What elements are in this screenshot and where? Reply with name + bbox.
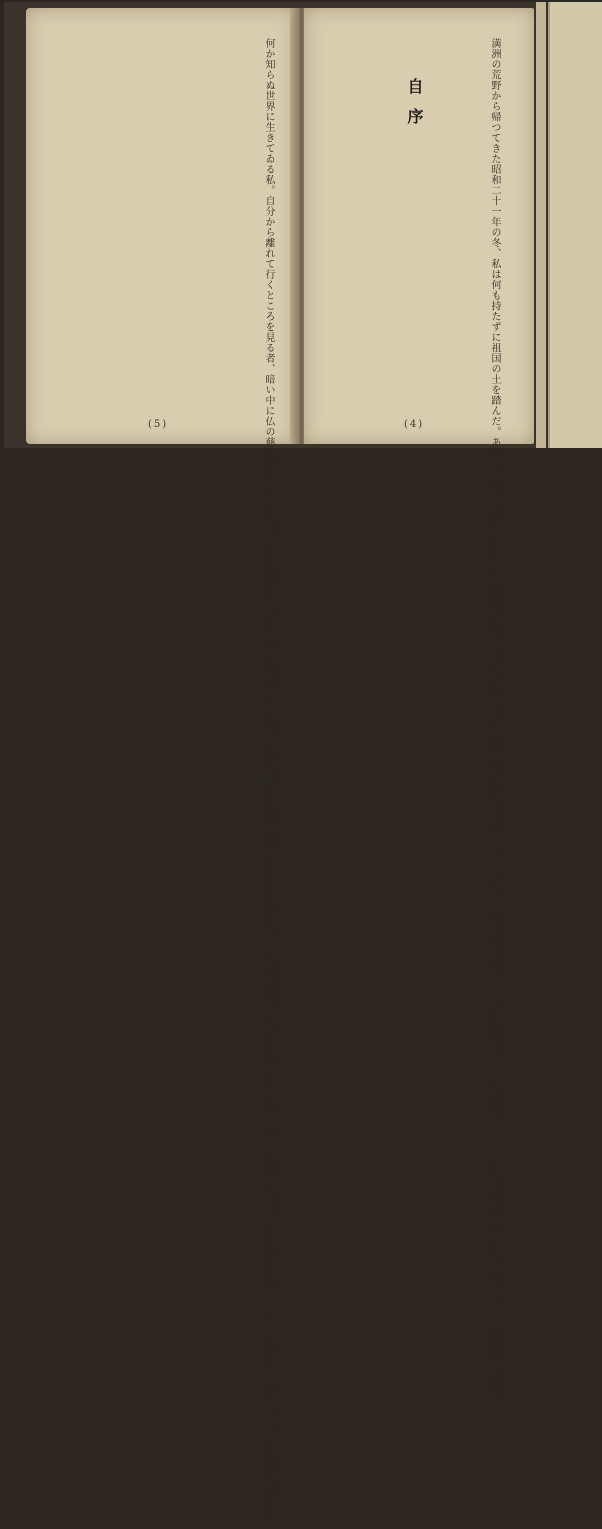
- book-cover-edge: [548, 2, 602, 448]
- open-book: [4, 2, 596, 1529]
- right-page-body-text: 満洲の荒野から帰つてきた昭和二十一年の冬、私は何も持たずに祖国の土を踏んだ。あの日の寒さを今も忘れない。敗戦の混乱の中で多くの人々と別れ、多くのものを失つた。けれども私は生きて還り、この記録を書くことができた。ここに記すのは、その時々に感じたことの断片である。: [489, 38, 500, 1403]
- left-page-number: (5): [148, 419, 169, 430]
- left-page: [26, 8, 296, 1529]
- right-page: [304, 8, 534, 1403]
- page-edge-stack: [536, 2, 546, 448]
- left-page-body-text: 何か知らぬ世界に生きてゐる私。自分から離れて行くところを見る者、暗い中に仏の慈悲を抱いてゐる者。生死の問題と向き合ひ、人間は何のために生きるのかを問ふ。戦争と病と別離の中で、私は書き残しておきたいと思つた。この一冊は、その日々の記録であり、同じ苦しみの中にある人への小さな便りである。: [263, 38, 274, 1529]
- preface-heading: 自序: [405, 78, 424, 138]
- right-page-number: (4): [404, 419, 425, 430]
